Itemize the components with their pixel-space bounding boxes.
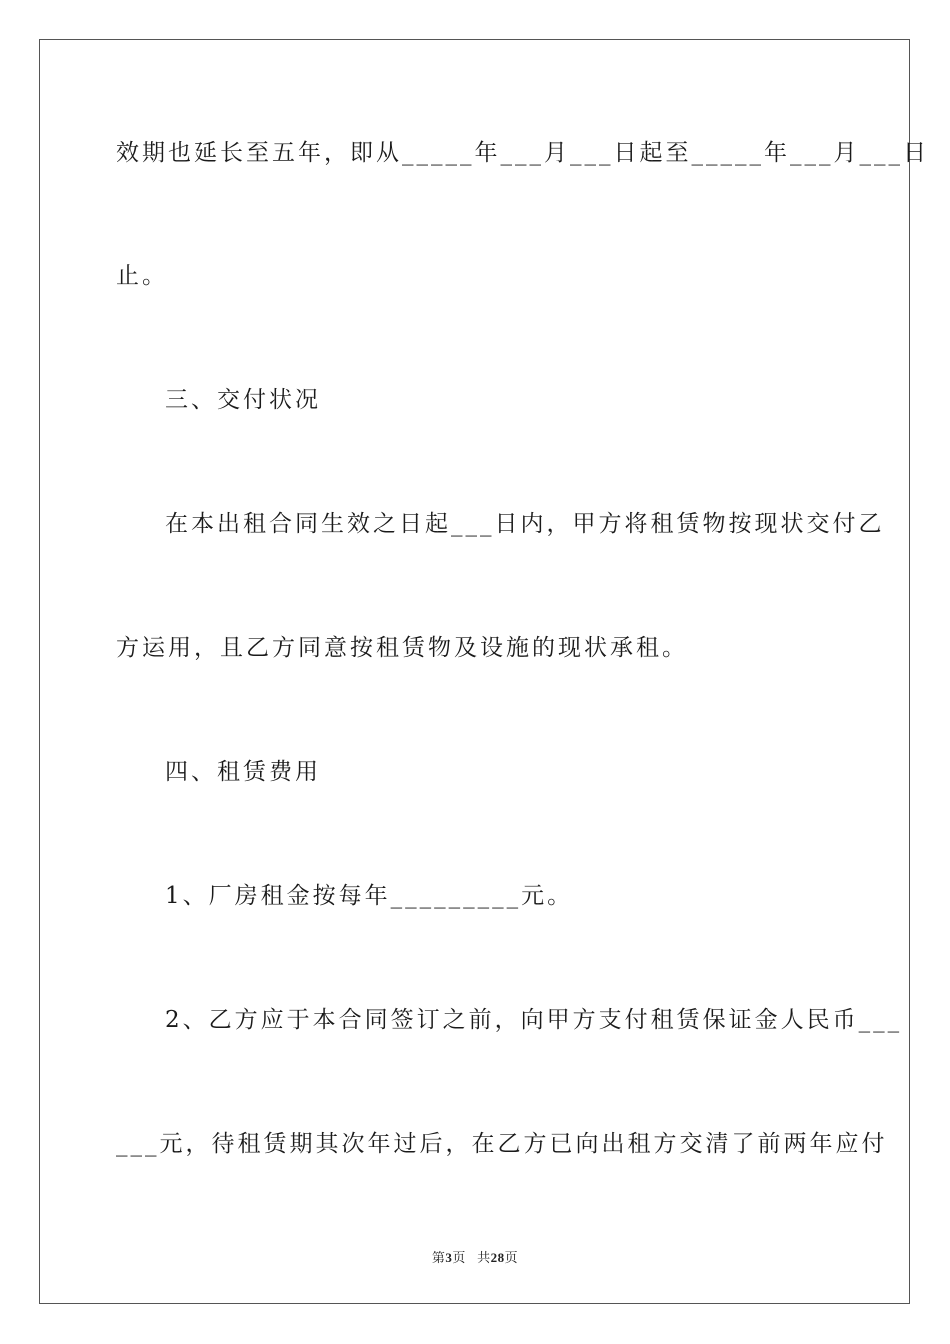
body-line: 止。 [116,263,168,289]
body-line: 效期也延长至五年，即从_____年___月___日起至_____年___月___日 [116,140,929,166]
body-line: 方运用，且乙方同意按租赁物及设施的现状承租。 [116,635,688,661]
page-suffix: 页 [452,1250,466,1265]
body-line: 2、乙方应于本合同签订之前，向甲方支付租赁保证金人民币___ [165,1007,903,1033]
body-line: 1、厂房租金按每年_________元。 [165,883,574,909]
total-suffix: 页 [504,1250,519,1265]
page-footer [0,1247,950,1266]
page-prefix: 第 [431,1250,446,1265]
total-prefix: 共 [477,1250,491,1265]
section-heading: 三、交付状况 [165,387,321,413]
total-pages: 28 [490,1250,505,1265]
page-number: 3 [445,1250,453,1265]
page-border [39,39,910,1304]
body-line: ___元，待租赁期其次年过后，在乙方已向出租方交清了前两年应付 [116,1131,888,1157]
section-heading: 四、租赁费用 [165,759,321,785]
body-line: 在本出租合同生效之日起___日内，甲方将租赁物按现状交付乙 [165,511,885,537]
